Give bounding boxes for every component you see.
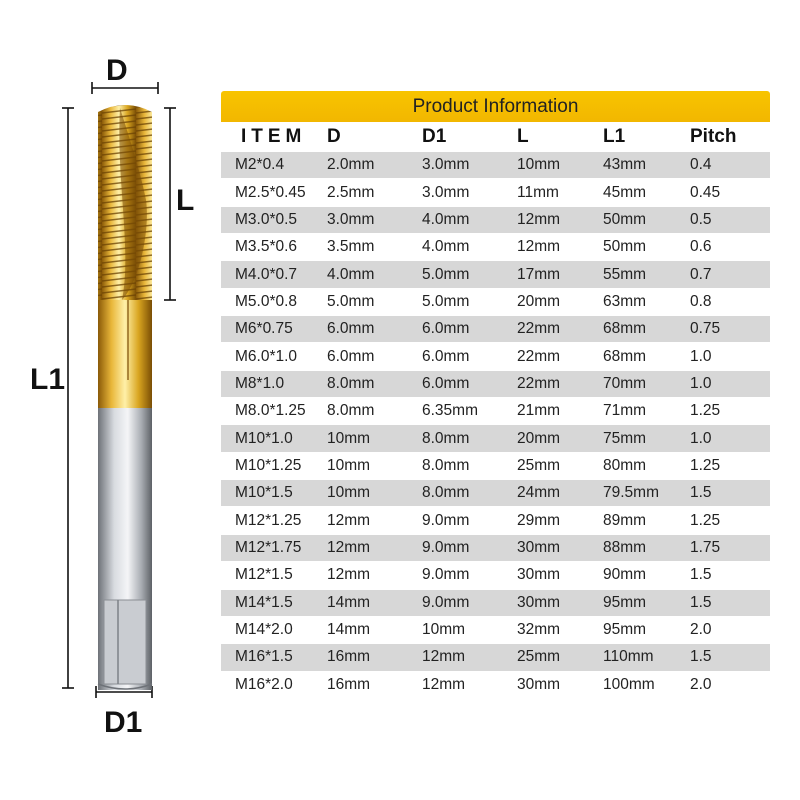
cell-d: 10mm (327, 456, 371, 474)
cell-pitch: 1.0 (690, 374, 712, 392)
cell-pitch: 1.25 (690, 402, 721, 420)
cell-pitch: 1.0 (690, 347, 712, 365)
cell-pitch: 0.6 (690, 238, 712, 256)
cell-item: M10*1.5 (235, 484, 293, 502)
cell-d: 6.0mm (327, 320, 375, 338)
table-row (221, 234, 770, 261)
table-row (221, 480, 770, 507)
cell-item: M12*1.75 (235, 538, 302, 556)
table-row (221, 207, 770, 234)
cell-l: 10mm (517, 156, 561, 174)
cell-d: 10mm (327, 484, 371, 502)
cell-d1: 6.0mm (422, 374, 470, 392)
cell-d: 12mm (327, 538, 371, 556)
cell-l: 29mm (517, 511, 561, 529)
cell-d1: 6.35mm (422, 402, 478, 420)
cell-item: M8*1.0 (235, 374, 285, 392)
dimension-label-d: D (106, 54, 128, 87)
cell-d: 12mm (327, 511, 371, 529)
cell-d: 6.0mm (327, 347, 375, 365)
cell-l: 32mm (517, 621, 561, 639)
cell-d1: 8.0mm (422, 429, 470, 447)
cell-pitch: 2.0 (690, 675, 712, 693)
table-row (221, 453, 770, 480)
cell-l: 12mm (517, 238, 561, 256)
table-row (221, 672, 770, 699)
cell-l: 30mm (517, 538, 561, 556)
cell-d1: 4.0mm (422, 238, 470, 256)
column-header-row (221, 122, 770, 152)
cell-item: M14*2.0 (235, 621, 293, 639)
cell-pitch: 1.5 (690, 566, 712, 584)
table-row (221, 289, 770, 316)
cell-item: M12*1.5 (235, 566, 293, 584)
cell-pitch: 2.0 (690, 621, 712, 639)
cell-d1: 9.0mm (422, 538, 470, 556)
cell-pitch: 1.5 (690, 484, 712, 502)
cell-l1: 45mm (603, 183, 647, 201)
cell-l1: 80mm (603, 456, 647, 474)
column-header-d: D (327, 125, 341, 147)
dimension-line-l1 (62, 108, 74, 688)
cell-pitch: 0.5 (690, 210, 712, 228)
cell-l1: 43mm (603, 156, 647, 174)
cell-item: M12*1.25 (235, 511, 302, 529)
column-header-l: L (517, 125, 529, 147)
cell-l1: 95mm (603, 621, 647, 639)
cell-l1: 63mm (603, 292, 647, 310)
cell-pitch: 0.7 (690, 265, 712, 283)
cell-d1: 4.0mm (422, 210, 470, 228)
cell-l: 30mm (517, 593, 561, 611)
table-row (221, 507, 770, 534)
table-row (221, 316, 770, 343)
cell-l1: 50mm (603, 210, 647, 228)
table-row (221, 535, 770, 562)
cell-item: M4.0*0.7 (235, 265, 298, 283)
cell-d1: 3.0mm (422, 183, 470, 201)
cell-l1: 68mm (603, 320, 647, 338)
column-header-l1: L1 (603, 125, 626, 147)
cell-pitch: 1.25 (690, 511, 721, 529)
table-row (221, 152, 770, 179)
cell-item: M16*1.5 (235, 648, 293, 666)
cell-item: M3.0*0.5 (235, 210, 298, 228)
cell-d1: 5.0mm (422, 265, 470, 283)
tap-gold-neck (98, 300, 152, 408)
table-title: Product Information (221, 91, 770, 122)
cell-l1: 89mm (603, 511, 647, 529)
cell-d: 12mm (327, 566, 371, 584)
cell-d: 4.0mm (327, 265, 375, 283)
cell-item: M10*1.0 (235, 429, 293, 447)
dimension-label-l: L (176, 184, 195, 217)
column-header-d1: D1 (422, 125, 447, 147)
table-row (221, 261, 770, 288)
cell-item: M5.0*0.8 (235, 292, 298, 310)
cell-l: 20mm (517, 429, 561, 447)
cell-pitch: 1.0 (690, 429, 712, 447)
cell-d1: 12mm (422, 675, 466, 693)
cell-l1: 50mm (603, 238, 647, 256)
cell-l1: 90mm (603, 566, 647, 584)
table-row (221, 398, 770, 425)
cell-l: 30mm (517, 675, 561, 693)
cell-l: 21mm (517, 402, 561, 420)
cell-item: M16*2.0 (235, 675, 293, 693)
cell-d: 8.0mm (327, 402, 375, 420)
cell-d: 16mm (327, 675, 371, 693)
cell-d: 10mm (327, 429, 371, 447)
dimension-label-d1: D1 (104, 706, 143, 739)
cell-l1: 88mm (603, 538, 647, 556)
cell-item: M3.5*0.6 (235, 238, 298, 256)
dimension-label-l1: L1 (30, 363, 66, 396)
cell-l1: 110mm (603, 648, 654, 666)
cell-item: M10*1.25 (235, 456, 302, 474)
cell-item: M6*0.75 (235, 320, 293, 338)
cell-d1: 6.0mm (422, 347, 470, 365)
cell-d1: 5.0mm (422, 292, 470, 310)
table-row (221, 371, 770, 398)
cell-l: 12mm (517, 210, 561, 228)
cell-pitch: 1.25 (690, 456, 721, 474)
cell-item: M8.0*1.25 (235, 402, 306, 420)
cell-d: 16mm (327, 648, 371, 666)
dimension-line-d (92, 82, 158, 94)
cell-l1: 71mm (603, 402, 647, 420)
dimension-line-l (164, 108, 176, 300)
cell-l: 20mm (517, 292, 561, 310)
table-row (221, 562, 770, 589)
cell-pitch: 1.5 (690, 593, 712, 611)
cell-d: 14mm (327, 621, 371, 639)
cell-l: 17mm (517, 265, 561, 283)
column-header-item: ITEM (241, 125, 307, 147)
cell-d1: 3.0mm (422, 156, 470, 174)
cell-l: 22mm (517, 347, 561, 365)
cell-l1: 95mm (603, 593, 647, 611)
cell-d1: 9.0mm (422, 593, 470, 611)
cell-l: 22mm (517, 374, 561, 392)
cell-l1: 100mm (603, 675, 655, 693)
cell-item: M2*0.4 (235, 156, 285, 174)
cell-l: 30mm (517, 566, 561, 584)
column-header-pitch: Pitch (690, 125, 737, 147)
cell-d: 2.5mm (327, 183, 375, 201)
cell-item: M14*1.5 (235, 593, 293, 611)
cell-pitch: 0.8 (690, 292, 712, 310)
cell-l: 11mm (517, 183, 559, 201)
table-row (221, 179, 770, 206)
cell-d1: 8.0mm (422, 456, 470, 474)
cell-pitch: 0.4 (690, 156, 712, 174)
table-row (221, 617, 770, 644)
cell-d: 8.0mm (327, 374, 375, 392)
cell-pitch: 1.5 (690, 648, 712, 666)
cell-d1: 8.0mm (422, 484, 470, 502)
table-body (221, 152, 770, 699)
cell-l1: 68mm (603, 347, 647, 365)
cell-d1: 12mm (422, 648, 466, 666)
cell-l1: 70mm (603, 374, 647, 392)
cell-l: 22mm (517, 320, 561, 338)
cell-d1: 6.0mm (422, 320, 470, 338)
cell-l: 25mm (517, 456, 561, 474)
cell-l1: 55mm (603, 265, 647, 283)
product-info-table (221, 91, 770, 699)
cell-pitch: 0.75 (690, 320, 721, 338)
cell-l1: 79.5mm (603, 484, 659, 502)
cell-d: 14mm (327, 593, 371, 611)
cell-pitch: 1.75 (690, 538, 721, 556)
cell-d1: 9.0mm (422, 511, 470, 529)
cell-d1: 10mm (422, 621, 466, 639)
table-row (221, 590, 770, 617)
table-row (221, 644, 770, 671)
tap-square-end (104, 600, 146, 684)
cell-item: M6.0*1.0 (235, 347, 298, 365)
cell-d: 3.0mm (327, 210, 375, 228)
cell-d: 2.0mm (327, 156, 375, 174)
cell-d: 3.5mm (327, 238, 375, 256)
table-row (221, 343, 770, 370)
table-row (221, 425, 770, 452)
cell-l: 24mm (517, 484, 561, 502)
cell-d: 5.0mm (327, 292, 375, 310)
cell-d1: 9.0mm (422, 566, 470, 584)
cell-l1: 75mm (603, 429, 647, 447)
cell-item: M2.5*0.45 (235, 183, 306, 201)
cell-pitch: 0.45 (690, 183, 721, 201)
cell-l: 25mm (517, 648, 561, 666)
